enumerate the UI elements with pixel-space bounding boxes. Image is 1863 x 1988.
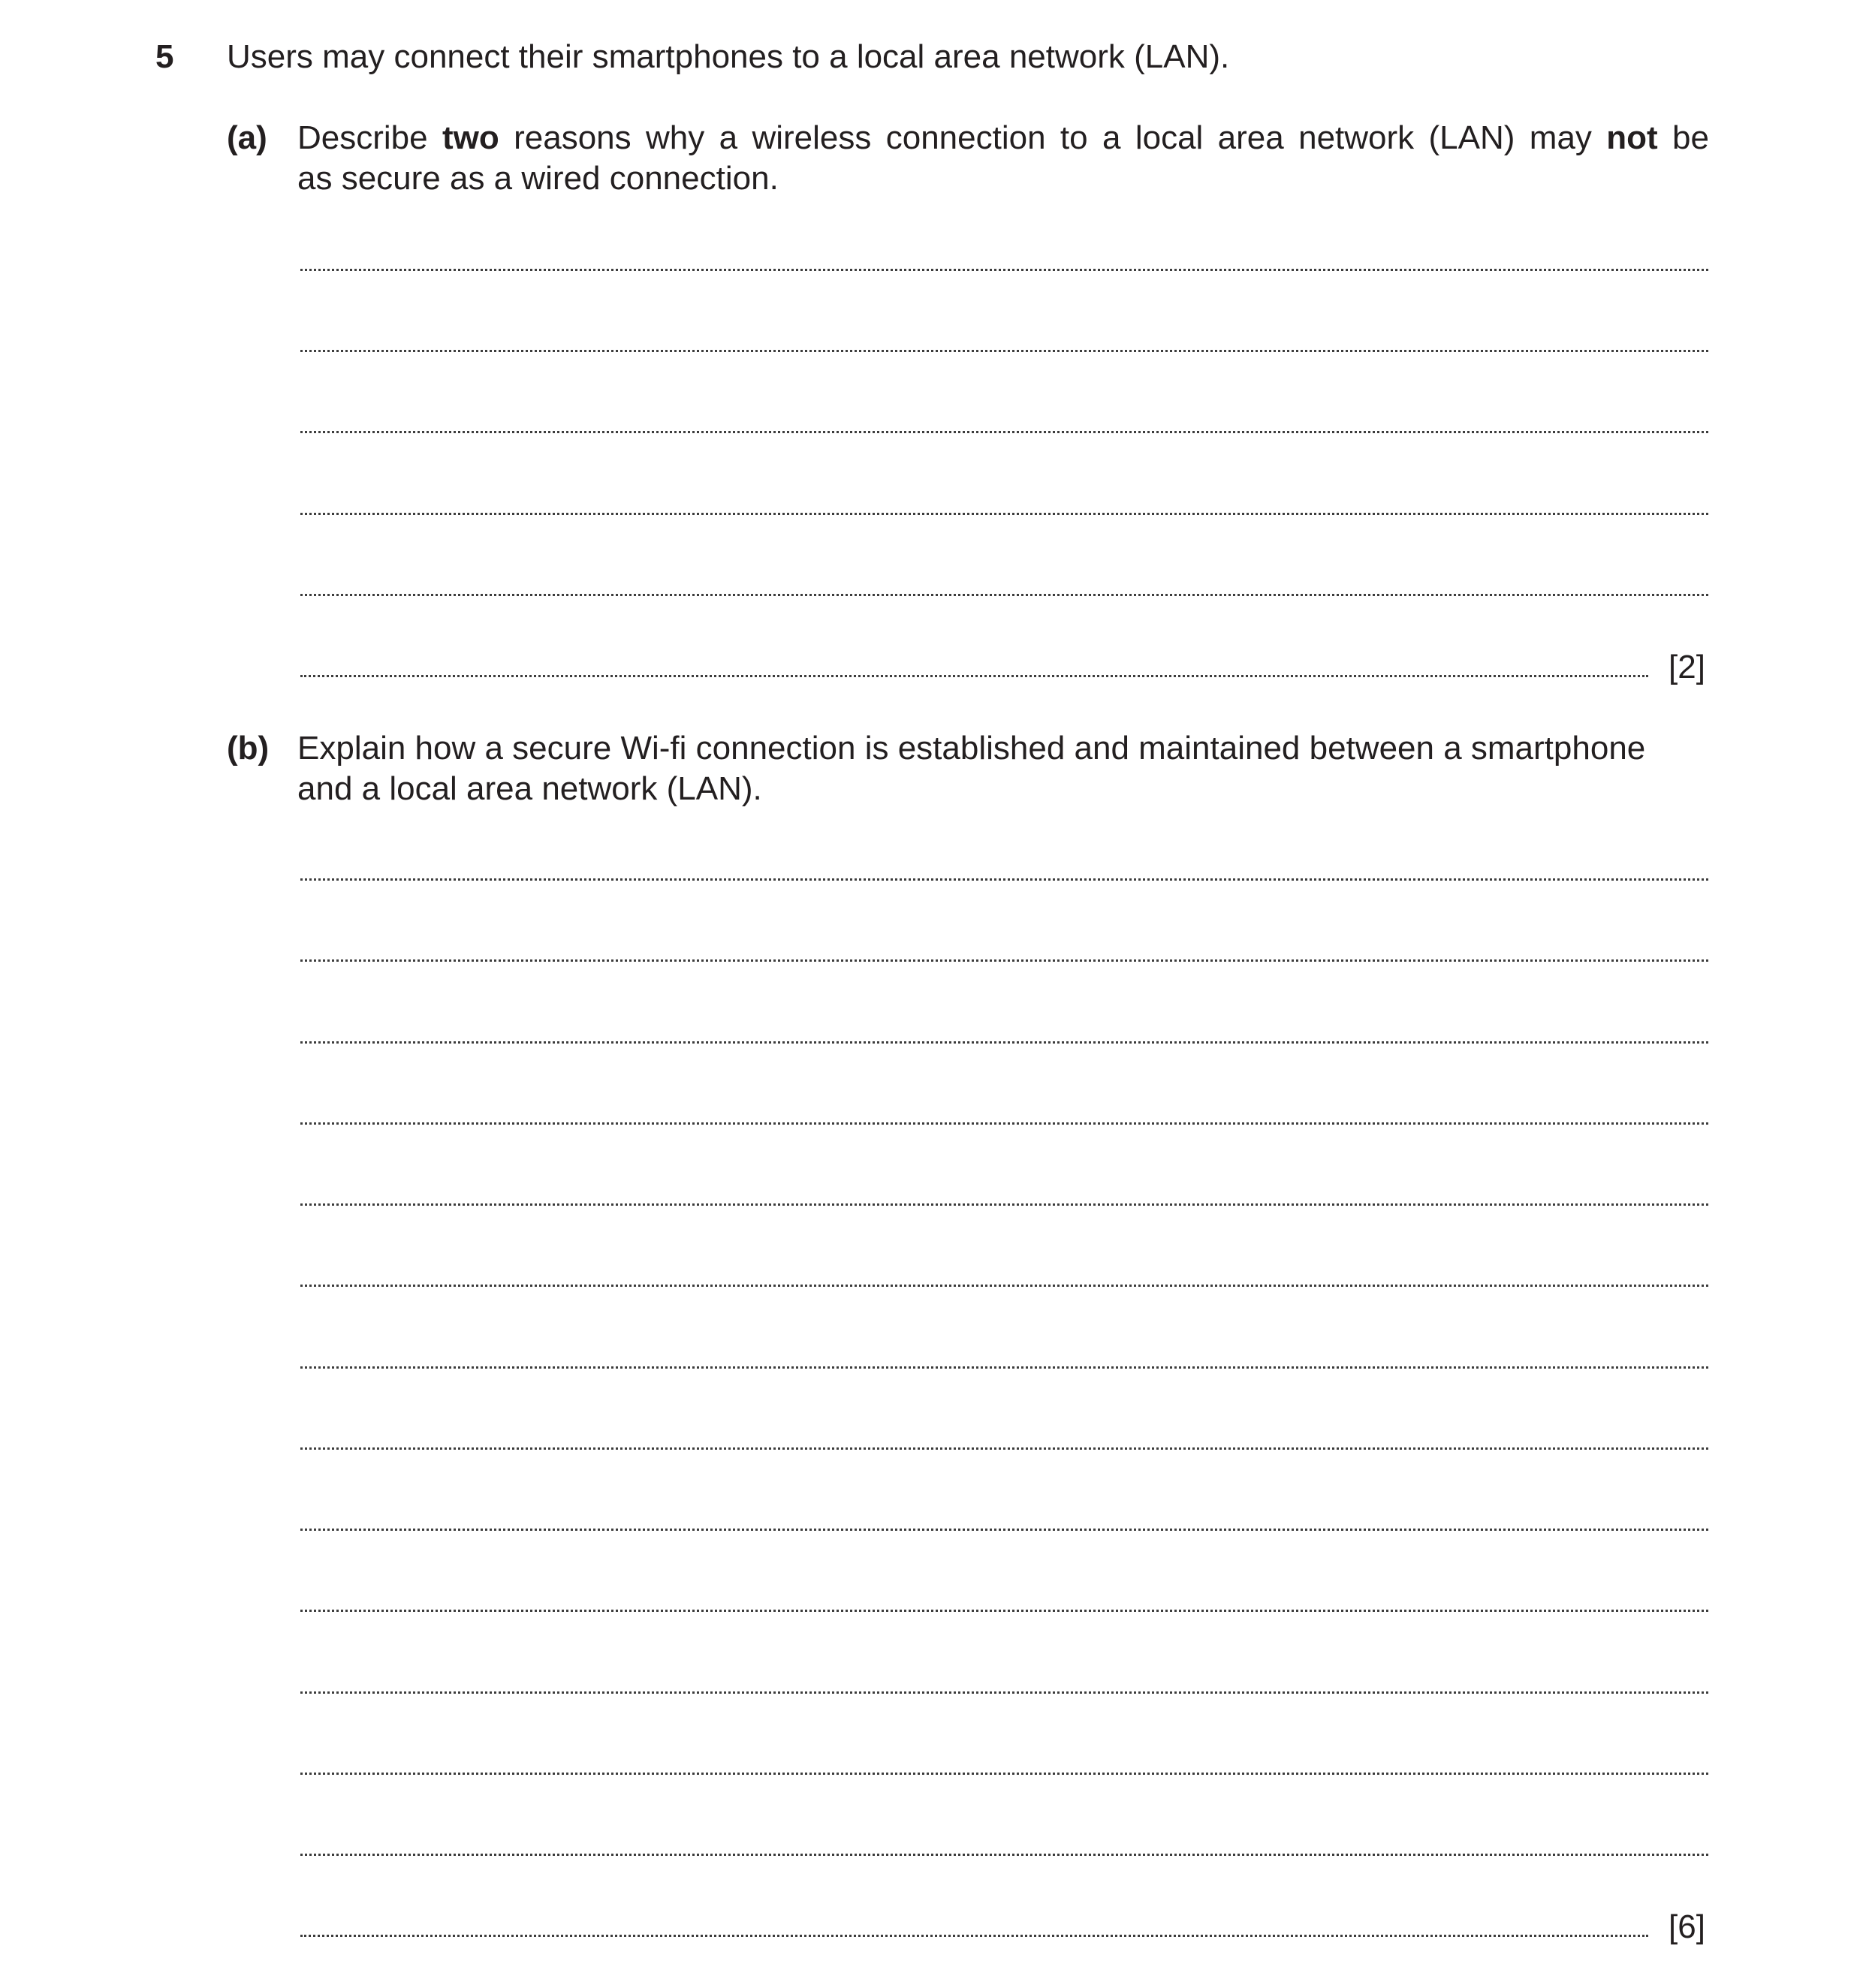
answer-line[interactable] bbox=[300, 1203, 1708, 1206]
answer-line[interactable] bbox=[300, 675, 1648, 677]
answer-line[interactable] bbox=[300, 269, 1708, 271]
answer-line[interactable] bbox=[300, 1691, 1708, 1694]
answer-line[interactable] bbox=[300, 594, 1708, 596]
part-b-marks: [6] bbox=[1669, 1908, 1705, 1945]
part-b-prompt-line-2: and a local area network (LAN). bbox=[297, 770, 762, 807]
part-a-text-3: be bbox=[1657, 119, 1709, 156]
answer-line[interactable] bbox=[300, 1529, 1708, 1531]
answer-line[interactable] bbox=[300, 1366, 1708, 1369]
answer-line[interactable] bbox=[300, 1773, 1708, 1775]
question-stem: Users may connect their smartphones to a local area network (LAN). bbox=[227, 38, 1230, 75]
answer-line[interactable] bbox=[300, 959, 1708, 962]
part-a-prompt-line-1 bbox=[297, 118, 1709, 158]
question-number: 5 bbox=[155, 38, 174, 75]
part-a-text-1: Describe bbox=[297, 119, 442, 156]
part-b-prompt-line-1: Explain how a secure Wi-fi connection is established and maintained between a smartphone bbox=[297, 730, 1646, 767]
part-a-prompt-line-2: as secure as a wired connection. bbox=[297, 160, 779, 197]
answer-line[interactable] bbox=[300, 878, 1708, 881]
answer-line[interactable] bbox=[300, 350, 1708, 352]
answer-line[interactable] bbox=[300, 513, 1708, 515]
part-a-label: (a) bbox=[227, 119, 267, 156]
part-a-emphasis-two: two bbox=[442, 119, 499, 156]
part-a-text-2: reasons why a wireless connection to a local area network (LAN) may bbox=[499, 119, 1607, 156]
answer-line[interactable] bbox=[300, 1935, 1648, 1937]
part-b-label: (b) bbox=[227, 730, 270, 767]
answer-line[interactable] bbox=[300, 1610, 1708, 1612]
answer-line[interactable] bbox=[300, 1447, 1708, 1450]
answer-line[interactable] bbox=[300, 1854, 1708, 1856]
answer-line[interactable] bbox=[300, 1122, 1708, 1125]
part-a-marks: [2] bbox=[1669, 649, 1705, 685]
part-a-emphasis-not: not bbox=[1606, 119, 1658, 156]
answer-line[interactable] bbox=[300, 1041, 1708, 1044]
answer-line[interactable] bbox=[300, 1285, 1708, 1287]
answer-line[interactable] bbox=[300, 431, 1708, 433]
